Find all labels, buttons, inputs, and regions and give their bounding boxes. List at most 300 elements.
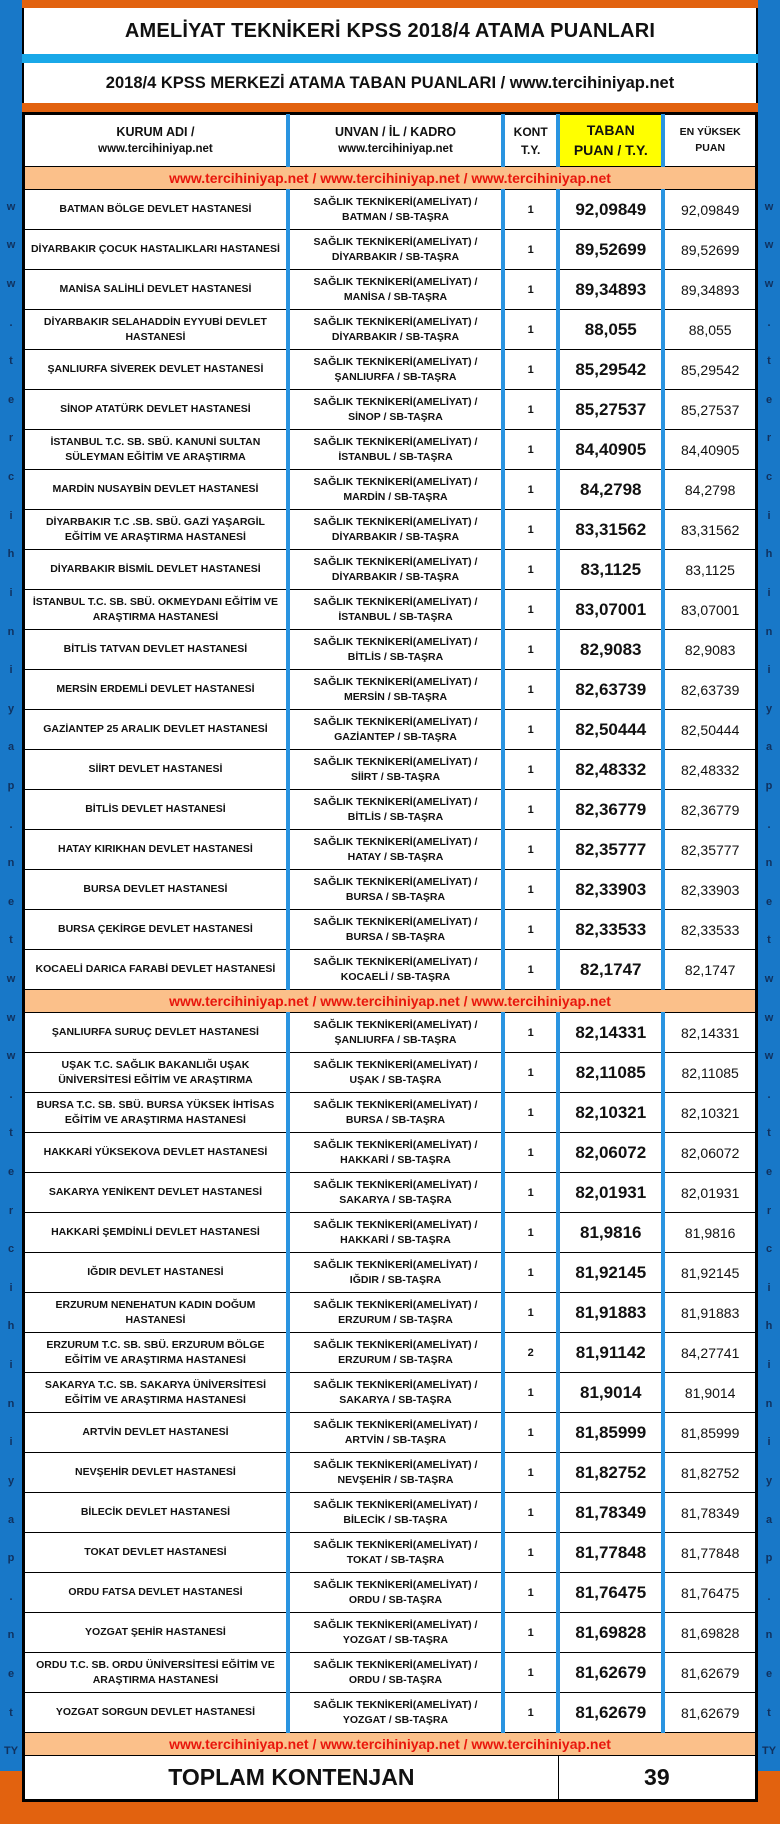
cell-unvan-line2: ŞANLIURFA / SB-TAŞRA bbox=[334, 1033, 457, 1046]
right-rail-letter: . bbox=[767, 1590, 771, 1603]
cell-unvan-line1: SAĞLIK TEKNİKERİ(AMELİYAT) / bbox=[313, 1658, 478, 1671]
table-row[interactable] bbox=[25, 510, 756, 550]
cell-en-yuksek-puan: 83,1125 bbox=[663, 550, 755, 590]
cell-taban-puan: 82,10321 bbox=[558, 1093, 663, 1133]
cell-kurum-adi: MANİSA SALİHLİ DEVLET HASTANESİ bbox=[25, 270, 288, 310]
right-rail-letter: e bbox=[765, 393, 773, 406]
cell-taban-puan: 82,36779 bbox=[558, 790, 663, 830]
cell-en-yuksek-puan: 83,31562 bbox=[663, 510, 755, 550]
cell-en-yuksek-puan: 84,27741 bbox=[663, 1333, 755, 1373]
total-value: 39 bbox=[558, 1756, 755, 1800]
cell-unvan-line1: SAĞLIK TEKNİKERİ(AMELİYAT) / bbox=[313, 1578, 478, 1591]
cell-kontenjan: 1 bbox=[503, 1213, 558, 1253]
cell-unvan-line2: ERZURUM / SB-TAŞRA bbox=[338, 1313, 453, 1326]
right-rail-letter: n bbox=[765, 625, 773, 638]
cell-unvan-line1: SAĞLIK TEKNİKERİ(AMELİYAT) / bbox=[313, 1618, 478, 1631]
left-rail-letter: r bbox=[8, 1204, 14, 1217]
cell-unvan-line2: BURSA / SB-TAŞRA bbox=[345, 930, 446, 943]
table-row[interactable] bbox=[25, 1173, 756, 1213]
cell-kurum-adi: SAKARYA T.C. SB. SAKARYA ÜNİVERSİTESİ EĞİTİM VE ARAŞTIRMA HASTANESİ bbox=[25, 1373, 288, 1413]
cell-unvan-il-kadro bbox=[288, 1133, 503, 1173]
cell-unvan-line1: SAĞLIK TEKNİKERİ(AMELİYAT) / bbox=[313, 275, 478, 288]
table-row[interactable] bbox=[25, 710, 756, 750]
cell-kontenjan: 1 bbox=[503, 1573, 558, 1613]
cell-kurum-adi: BATMAN BÖLGE DEVLET HASTANESİ bbox=[25, 190, 288, 230]
cell-taban-puan: 82,33533 bbox=[558, 910, 663, 950]
cell-unvan-line1: SAĞLIK TEKNİKERİ(AMELİYAT) / bbox=[313, 675, 478, 688]
total-label: TOPLAM KONTENJAN bbox=[25, 1756, 559, 1800]
col-header-enyuksek-line1: EN YÜKSEK bbox=[679, 125, 741, 138]
page-subtitle: 2018/4 KPSS MERKEZİ ATAMA TABAN PUANLARI / www.tercihiniyap.net bbox=[22, 63, 758, 103]
cell-unvan-line2: YOZGAT / SB-TAŞRA bbox=[342, 1713, 449, 1726]
cell-taban-puan: 81,92145 bbox=[558, 1253, 663, 1293]
table-row[interactable] bbox=[25, 790, 756, 830]
cell-unvan-line1: SAĞLIK TEKNİKERİ(AMELİYAT) / bbox=[313, 235, 478, 248]
cell-unvan-line2: BURSA / SB-TAŞRA bbox=[345, 1113, 446, 1126]
cell-kontenjan: 1 bbox=[503, 830, 558, 870]
cell-unvan-line2: SİNOP / SB-TAŞRA bbox=[348, 410, 443, 423]
cell-kontenjan: 1 bbox=[503, 1613, 558, 1653]
right-rail-letter: t bbox=[767, 934, 771, 947]
cell-en-yuksek-puan: 82,1747 bbox=[663, 950, 755, 990]
left-rail-letter: w bbox=[6, 278, 16, 291]
cell-unvan-il-kadro bbox=[288, 1053, 503, 1093]
right-rail-letter: . bbox=[767, 1088, 771, 1101]
cell-unvan-il-kadro bbox=[288, 1453, 503, 1493]
cell-taban-puan: 82,35777 bbox=[558, 830, 663, 870]
cell-unvan-il-kadro bbox=[288, 1293, 503, 1333]
left-rail-letter: n bbox=[7, 857, 15, 870]
cell-taban-puan: 82,01931 bbox=[558, 1173, 663, 1213]
right-rail-letter: n bbox=[765, 857, 773, 870]
cell-taban-puan: 92,09849 bbox=[558, 190, 663, 230]
cell-unvan-line1: SAĞLIK TEKNİKERİ(AMELİYAT) / bbox=[313, 1178, 478, 1191]
right-rail-letter: TY bbox=[761, 1745, 777, 1758]
right-rail-letter: i bbox=[767, 1359, 771, 1372]
cell-unvan-il-kadro bbox=[288, 1173, 503, 1213]
cell-taban-puan: 82,1747 bbox=[558, 950, 663, 990]
right-rail-letter: w bbox=[764, 1011, 774, 1024]
cell-kontenjan: 1 bbox=[503, 190, 558, 230]
cell-unvan-il-kadro bbox=[288, 270, 503, 310]
col-header-kontenjan bbox=[503, 115, 558, 167]
cell-unvan-line1: SAĞLIK TEKNİKERİ(AMELİYAT) / bbox=[313, 1378, 478, 1391]
cell-unvan-line2: DİYARBAKIR / SB-TAŞRA bbox=[331, 250, 460, 263]
left-rail-letter: i bbox=[9, 586, 13, 599]
col-header-taban-puan bbox=[558, 115, 663, 167]
cell-en-yuksek-puan: 81,85999 bbox=[663, 1413, 755, 1453]
left-rail-letter: r bbox=[8, 432, 14, 445]
cell-unvan-line2: GAZİANTEP / SB-TAŞRA bbox=[334, 730, 457, 743]
left-rail-letter: t bbox=[9, 934, 13, 947]
cell-taban-puan: 82,14331 bbox=[558, 1013, 663, 1053]
cell-en-yuksek-puan: 82,11085 bbox=[663, 1053, 755, 1093]
cell-unvan-line1: SAĞLIK TEKNİKERİ(AMELİYAT) / bbox=[313, 1258, 478, 1271]
cell-unvan-il-kadro bbox=[288, 310, 503, 350]
cell-kurum-adi: BİTLİS DEVLET HASTANESİ bbox=[25, 790, 288, 830]
cell-kurum-adi: UŞAK T.C. SAĞLIK BAKANLIĞI UŞAK ÜNİVERSİTESİ EĞİTİM VE ARAŞTIRMA bbox=[25, 1053, 288, 1093]
cell-kurum-adi: İSTANBUL T.C. SB. SBÜ. KANUNİ SULTAN SÜLEYMAN EĞİTİM VE ARAŞTIRMA bbox=[25, 430, 288, 470]
cell-unvan-line1: SAĞLIK TEKNİKERİ(AMELİYAT) / bbox=[313, 195, 478, 208]
cell-unvan-line2: BURSA / SB-TAŞRA bbox=[345, 890, 446, 903]
left-rail-letter: i bbox=[9, 664, 13, 677]
cell-unvan-line2: HAKKARİ / SB-TAŞRA bbox=[340, 1233, 451, 1246]
cell-kontenjan: 1 bbox=[503, 1653, 558, 1693]
cell-kontenjan: 1 bbox=[503, 310, 558, 350]
cell-unvan-line2: BATMAN / SB-TAŞRA bbox=[342, 210, 449, 223]
left-rail-letter: i bbox=[9, 509, 13, 522]
right-rail-letter: a bbox=[765, 741, 773, 754]
table-row[interactable] bbox=[25, 950, 756, 990]
col-header-kont-line2: T.Y. bbox=[521, 142, 541, 157]
table-row[interactable] bbox=[25, 1693, 756, 1733]
left-rail-letter: h bbox=[7, 1320, 15, 1333]
cell-kurum-adi: DİYARBAKIR ÇOCUK HASTALIKLARI HASTANESİ bbox=[25, 230, 288, 270]
cell-kurum-adi: İSTANBUL T.C. SB. SBÜ. OKMEYDANI EĞİTİM VE ARAŞTIRMA HASTANESİ bbox=[25, 590, 288, 630]
cell-en-yuksek-puan: 85,27537 bbox=[663, 390, 755, 430]
cell-unvan-il-kadro bbox=[288, 1013, 503, 1053]
left-rail-letter: n bbox=[7, 1629, 15, 1642]
cell-unvan-il-kadro bbox=[288, 350, 503, 390]
left-rail-letter: p bbox=[7, 1552, 15, 1565]
right-rail-letter: i bbox=[767, 664, 771, 677]
table-row[interactable] bbox=[25, 1573, 756, 1613]
table-row[interactable] bbox=[25, 550, 756, 590]
table-row[interactable] bbox=[25, 1533, 756, 1573]
cell-unvan-il-kadro bbox=[288, 1373, 503, 1413]
right-rail-letter: w bbox=[764, 1050, 774, 1063]
orange-divider-band bbox=[22, 103, 758, 112]
cell-taban-puan: 81,9816 bbox=[558, 1213, 663, 1253]
cell-taban-puan: 81,62679 bbox=[558, 1653, 663, 1693]
left-rail-letter: e bbox=[7, 895, 15, 908]
cell-unvan-line1: SAĞLIK TEKNİKERİ(AMELİYAT) / bbox=[313, 1418, 478, 1431]
table-row[interactable] bbox=[25, 310, 756, 350]
cell-kurum-adi: KOCAELİ DARICA FARABİ DEVLET HASTANESİ bbox=[25, 950, 288, 990]
right-rail-letter: i bbox=[767, 509, 771, 522]
cell-taban-puan: 81,91883 bbox=[558, 1293, 663, 1333]
cell-taban-puan: 81,9014 bbox=[558, 1373, 663, 1413]
cell-unvan-line1: SAĞLIK TEKNİKERİ(AMELİYAT) / bbox=[313, 955, 478, 968]
cell-unvan-line2: YOZGAT / SB-TAŞRA bbox=[342, 1633, 449, 1646]
cell-kurum-adi: BURSA ÇEKİRGE DEVLET HASTANESİ bbox=[25, 910, 288, 950]
cell-kurum-adi: BURSA DEVLET HASTANESİ bbox=[25, 870, 288, 910]
cell-taban-puan: 85,27537 bbox=[558, 390, 663, 430]
cell-unvan-il-kadro bbox=[288, 550, 503, 590]
table-foot bbox=[25, 1733, 756, 1800]
col-header-unvan-line2: www.tercihiniyap.net bbox=[338, 143, 453, 156]
table-header-row bbox=[25, 115, 756, 167]
cell-en-yuksek-puan: 82,33533 bbox=[663, 910, 755, 950]
cell-unvan-line1: SAĞLIK TEKNİKERİ(AMELİYAT) / bbox=[313, 1218, 478, 1231]
cell-taban-puan: 84,40905 bbox=[558, 430, 663, 470]
cell-kontenjan: 1 bbox=[503, 550, 558, 590]
cell-kurum-adi: GAZİANTEP 25 ARALIK DEVLET HASTANESİ bbox=[25, 710, 288, 750]
cell-kurum-adi: ORDU FATSA DEVLET HASTANESİ bbox=[25, 1573, 288, 1613]
col-header-taban-line2: PUAN / T.Y. bbox=[573, 141, 648, 158]
right-rail-letter: a bbox=[765, 1513, 773, 1526]
cell-unvan-il-kadro bbox=[288, 1093, 503, 1133]
cell-unvan-line2: SİİRT / SB-TAŞRA bbox=[350, 770, 441, 783]
table-row[interactable] bbox=[25, 470, 756, 510]
right-rail-letter: e bbox=[765, 895, 773, 908]
table-row[interactable] bbox=[25, 1213, 756, 1253]
cell-kontenjan: 1 bbox=[503, 710, 558, 750]
left-watermark-rail bbox=[0, 0, 22, 1771]
cell-unvan-line2: SAKARYA / SB-TAŞRA bbox=[339, 1393, 452, 1406]
cell-kontenjan: 1 bbox=[503, 470, 558, 510]
cell-kontenjan: 1 bbox=[503, 1533, 558, 1573]
promo-banner-bottom-text: www.tercihiniyap.net / www.tercihiniyap.net / www.tercihiniyap.net bbox=[25, 1733, 756, 1756]
cell-unvan-il-kadro bbox=[288, 590, 503, 630]
cell-kontenjan: 1 bbox=[503, 270, 558, 310]
right-watermark-rail bbox=[758, 0, 780, 1771]
table-row[interactable] bbox=[25, 630, 756, 670]
right-rail-letter: w bbox=[764, 239, 774, 252]
table-row[interactable] bbox=[25, 1013, 756, 1053]
promo-banner-bottom bbox=[25, 1733, 756, 1756]
cell-unvan-line1: SAĞLIK TEKNİKERİ(AMELİYAT) / bbox=[313, 795, 478, 808]
table-row[interactable] bbox=[25, 1373, 756, 1413]
table-row[interactable] bbox=[25, 1253, 756, 1293]
cell-kontenjan: 1 bbox=[503, 630, 558, 670]
table-row[interactable] bbox=[25, 870, 756, 910]
cell-kurum-adi: MARDİN NUSAYBİN DEVLET HASTANESİ bbox=[25, 470, 288, 510]
cell-unvan-il-kadro bbox=[288, 1573, 503, 1613]
left-rail-letter: t bbox=[9, 1127, 13, 1140]
cell-unvan-line2: MANİSA / SB-TAŞRA bbox=[343, 290, 448, 303]
cell-unvan-line1: SAĞLIK TEKNİKERİ(AMELİYAT) / bbox=[313, 875, 478, 888]
cell-taban-puan: 88,055 bbox=[558, 310, 663, 350]
cell-unvan-il-kadro bbox=[288, 470, 503, 510]
cell-taban-puan: 81,82752 bbox=[558, 1453, 663, 1493]
cell-kurum-adi: YOZGAT ŞEHİR HASTANESİ bbox=[25, 1613, 288, 1653]
table-row[interactable] bbox=[25, 670, 756, 710]
cell-unvan-line2: UŞAK / SB-TAŞRA bbox=[349, 1073, 442, 1086]
left-rail-letter: . bbox=[9, 316, 13, 329]
cell-unvan-line1: SAĞLIK TEKNİKERİ(AMELİYAT) / bbox=[313, 1498, 478, 1511]
left-rail-letter: a bbox=[7, 1513, 15, 1526]
cell-kurum-adi: HAKKARİ YÜKSEKOVA DEVLET HASTANESİ bbox=[25, 1133, 288, 1173]
right-rail-letter: c bbox=[765, 1243, 773, 1256]
right-rail-letter: p bbox=[765, 779, 773, 792]
cell-unvan-il-kadro bbox=[288, 510, 503, 550]
left-rail-letter: c bbox=[7, 1243, 15, 1256]
cell-unvan-line2: İSTANBUL / SB-TAŞRA bbox=[338, 450, 453, 463]
cell-unvan-line1: SAĞLIK TEKNİKERİ(AMELİYAT) / bbox=[313, 1338, 478, 1351]
cell-kurum-adi: BURSA T.C. SB. SBÜ. BURSA YÜKSEK İHTİSAS EĞİTİM VE ARAŞTIRMA HASTANESİ bbox=[25, 1093, 288, 1133]
left-rail-letter: . bbox=[9, 1088, 13, 1101]
table-row[interactable] bbox=[25, 270, 756, 310]
cell-taban-puan: 81,85999 bbox=[558, 1413, 663, 1453]
table-row[interactable] bbox=[25, 1653, 756, 1693]
right-rail-letter: r bbox=[766, 432, 772, 445]
right-rail-letter: i bbox=[767, 586, 771, 599]
cell-unvan-il-kadro bbox=[288, 910, 503, 950]
cell-en-yuksek-puan: 82,36779 bbox=[663, 790, 755, 830]
cell-unvan-line1: SAĞLIK TEKNİKERİ(AMELİYAT) / bbox=[313, 355, 478, 368]
cell-kontenjan: 1 bbox=[503, 1013, 558, 1053]
cell-unvan-line2: NEVŞEHİR / SB-TAŞRA bbox=[337, 1473, 454, 1486]
cell-kurum-adi: HAKKARİ ŞEMDİNLİ DEVLET HASTANESİ bbox=[25, 1213, 288, 1253]
cell-kurum-adi: DİYARBAKIR T.C .SB. SBÜ. GAZİ YAŞARGİL EĞİTİM VE ARAŞTIRMA HASTANESİ bbox=[25, 510, 288, 550]
cell-unvan-line1: SAĞLIK TEKNİKERİ(AMELİYAT) / bbox=[313, 1538, 478, 1551]
left-rail-letter: c bbox=[7, 471, 15, 484]
cell-unvan-line2: ORDU / SB-TAŞRA bbox=[348, 1593, 443, 1606]
cell-unvan-line2: İSTANBUL / SB-TAŞRA bbox=[338, 610, 453, 623]
cell-unvan-line2: DİYARBAKIR / SB-TAŞRA bbox=[331, 330, 460, 343]
cell-unvan-il-kadro bbox=[288, 1493, 503, 1533]
cell-kurum-adi: ŞANLIURFA SURUÇ DEVLET HASTANESİ bbox=[25, 1013, 288, 1053]
cell-unvan-line2: BİTLİS / SB-TAŞRA bbox=[347, 650, 444, 663]
cell-kurum-adi: SAKARYA YENİKENT DEVLET HASTANESİ bbox=[25, 1173, 288, 1213]
cell-kontenjan: 1 bbox=[503, 230, 558, 270]
right-rail-letter: n bbox=[765, 1397, 773, 1410]
cell-unvan-il-kadro bbox=[288, 230, 503, 270]
table-row[interactable] bbox=[25, 430, 756, 470]
left-rail-letter: e bbox=[7, 393, 15, 406]
cell-unvan-line1: SAĞLIK TEKNİKERİ(AMELİYAT) / bbox=[313, 595, 478, 608]
cell-unvan-line2: MERSİN / SB-TAŞRA bbox=[343, 690, 448, 703]
cell-kurum-adi: HATAY KIRIKHAN DEVLET HASTANESİ bbox=[25, 830, 288, 870]
cell-unvan-il-kadro bbox=[288, 750, 503, 790]
cell-en-yuksek-puan: 82,50444 bbox=[663, 710, 755, 750]
table-row[interactable] bbox=[25, 910, 756, 950]
left-rail-letter: n bbox=[7, 1397, 15, 1410]
cell-taban-puan: 81,77848 bbox=[558, 1533, 663, 1573]
table-row[interactable] bbox=[25, 830, 756, 870]
cell-kontenjan: 1 bbox=[503, 1133, 558, 1173]
cell-unvan-line1: SAĞLIK TEKNİKERİ(AMELİYAT) / bbox=[313, 435, 478, 448]
table-row[interactable] bbox=[25, 1413, 756, 1453]
cell-en-yuksek-puan: 81,82752 bbox=[663, 1453, 755, 1493]
cell-en-yuksek-puan: 82,06072 bbox=[663, 1133, 755, 1173]
cell-kontenjan: 1 bbox=[503, 1173, 558, 1213]
cell-kontenjan: 1 bbox=[503, 510, 558, 550]
table-row[interactable] bbox=[25, 1333, 756, 1373]
cell-unvan-line2: ORDU / SB-TAŞRA bbox=[348, 1673, 443, 1686]
cell-unvan-line2: BİTLİS / SB-TAŞRA bbox=[347, 810, 444, 823]
cell-kontenjan: 1 bbox=[503, 670, 558, 710]
cell-en-yuksek-puan: 81,92145 bbox=[663, 1253, 755, 1293]
table-row[interactable] bbox=[25, 1453, 756, 1493]
cell-unvan-line2: ŞANLIURFA / SB-TAŞRA bbox=[334, 370, 457, 383]
cell-unvan-line2: DİYARBAKIR / SB-TAŞRA bbox=[331, 530, 460, 543]
scores-table bbox=[24, 114, 756, 1800]
cell-taban-puan: 82,11085 bbox=[558, 1053, 663, 1093]
cell-en-yuksek-puan: 83,07001 bbox=[663, 590, 755, 630]
cell-kurum-adi: IĞDIR DEVLET HASTANESİ bbox=[25, 1253, 288, 1293]
cell-kurum-adi: ERZURUM T.C. SB. SBÜ. ERZURUM BÖLGE EĞİTİM VE ARAŞTIRMA HASTANESİ bbox=[25, 1333, 288, 1373]
cell-en-yuksek-puan: 82,48332 bbox=[663, 750, 755, 790]
cell-kontenjan: 1 bbox=[503, 590, 558, 630]
cell-taban-puan: 83,07001 bbox=[558, 590, 663, 630]
cell-kontenjan: 1 bbox=[503, 1093, 558, 1133]
table-row[interactable] bbox=[25, 230, 756, 270]
right-rail-letter: r bbox=[766, 1204, 772, 1217]
cell-unvan-il-kadro bbox=[288, 1693, 503, 1733]
scores-table-wrapper bbox=[22, 112, 758, 1802]
cell-en-yuksek-puan: 81,77848 bbox=[663, 1533, 755, 1573]
cell-unvan-il-kadro bbox=[288, 830, 503, 870]
cell-unvan-line2: MARDİN / SB-TAŞRA bbox=[343, 490, 448, 503]
cell-taban-puan: 82,33903 bbox=[558, 870, 663, 910]
table-row[interactable] bbox=[25, 350, 756, 390]
cell-unvan-line1: SAĞLIK TEKNİKERİ(AMELİYAT) / bbox=[313, 715, 478, 728]
cell-kurum-adi: MERSİN ERDEMLİ DEVLET HASTANESİ bbox=[25, 670, 288, 710]
table-row[interactable] bbox=[25, 1093, 756, 1133]
table-row[interactable] bbox=[25, 1133, 756, 1173]
cell-kontenjan: 1 bbox=[503, 1253, 558, 1293]
table-row[interactable] bbox=[25, 1493, 756, 1533]
cell-kurum-adi: DİYARBAKIR SELAHADDİN EYYUBİ DEVLET HASTANESİ bbox=[25, 310, 288, 350]
cell-en-yuksek-puan: 84,40905 bbox=[663, 430, 755, 470]
cell-kurum-adi: ERZURUM NENEHATUN KADIN DOĞUM HASTANESİ bbox=[25, 1293, 288, 1333]
cell-taban-puan: 81,91142 bbox=[558, 1333, 663, 1373]
left-rail-letter: w bbox=[6, 1050, 16, 1063]
table-row[interactable] bbox=[25, 190, 756, 230]
cell-kontenjan: 1 bbox=[503, 1693, 558, 1733]
cell-unvan-line1: SAĞLIK TEKNİKERİ(AMELİYAT) / bbox=[313, 1058, 478, 1071]
cell-kontenjan: 1 bbox=[503, 1373, 558, 1413]
table-row[interactable] bbox=[25, 750, 756, 790]
cell-unvan-il-kadro bbox=[288, 950, 503, 990]
cell-taban-puan: 89,52699 bbox=[558, 230, 663, 270]
col-header-kurum bbox=[25, 115, 288, 167]
cell-unvan-il-kadro bbox=[288, 630, 503, 670]
cell-taban-puan: 82,63739 bbox=[558, 670, 663, 710]
cell-taban-puan: 83,1125 bbox=[558, 550, 663, 590]
cell-kurum-adi: ORDU T.C. SB. ORDU ÜNİVERSİTESİ EĞİTİM VE ARAŞTIRMA HASTANESİ bbox=[25, 1653, 288, 1693]
cell-kontenjan: 1 bbox=[503, 1493, 558, 1533]
cell-unvan-il-kadro bbox=[288, 870, 503, 910]
bottom-orange-band bbox=[22, 1802, 758, 1824]
cell-kurum-adi: SİİRT DEVLET HASTANESİ bbox=[25, 750, 288, 790]
left-rail-letter: e bbox=[7, 1667, 15, 1680]
cell-unvan-il-kadro bbox=[288, 430, 503, 470]
cell-taban-puan: 85,29542 bbox=[558, 350, 663, 390]
table-row[interactable] bbox=[25, 590, 756, 630]
right-rail-letter: c bbox=[765, 471, 773, 484]
table-row[interactable] bbox=[25, 1293, 756, 1333]
cell-unvan-line1: SAĞLIK TEKNİKERİ(AMELİYAT) / bbox=[313, 835, 478, 848]
left-rail-letter: i bbox=[9, 1359, 13, 1372]
cell-kontenjan: 1 bbox=[503, 790, 558, 830]
right-rail-letter: . bbox=[767, 818, 771, 831]
left-rail-letter: t bbox=[9, 355, 13, 368]
cell-kontenjan: 1 bbox=[503, 1293, 558, 1333]
col-header-en-yuksek-puan bbox=[663, 115, 755, 167]
table-row[interactable] bbox=[25, 390, 756, 430]
table-row[interactable] bbox=[25, 1053, 756, 1093]
cell-en-yuksek-puan: 82,9083 bbox=[663, 630, 755, 670]
cell-en-yuksek-puan: 88,055 bbox=[663, 310, 755, 350]
cell-kurum-adi: BİLECİK DEVLET HASTANESİ bbox=[25, 1493, 288, 1533]
right-rail-letter: y bbox=[765, 1474, 773, 1487]
cell-unvan-il-kadro bbox=[288, 1413, 503, 1453]
cell-en-yuksek-puan: 82,14331 bbox=[663, 1013, 755, 1053]
left-rail-letter: e bbox=[7, 1166, 15, 1179]
cell-unvan-line1: SAĞLIK TEKNİKERİ(AMELİYAT) / bbox=[313, 1098, 478, 1111]
cell-en-yuksek-puan: 82,63739 bbox=[663, 670, 755, 710]
col-header-enyuksek-line2: PUAN bbox=[695, 141, 726, 154]
left-rail-letter: w bbox=[6, 239, 16, 252]
total-row bbox=[25, 1756, 756, 1800]
cell-unvan-il-kadro bbox=[288, 670, 503, 710]
table-row[interactable] bbox=[25, 1613, 756, 1653]
right-rail-letter: p bbox=[765, 1552, 773, 1565]
cell-en-yuksek-puan: 81,62679 bbox=[663, 1653, 755, 1693]
